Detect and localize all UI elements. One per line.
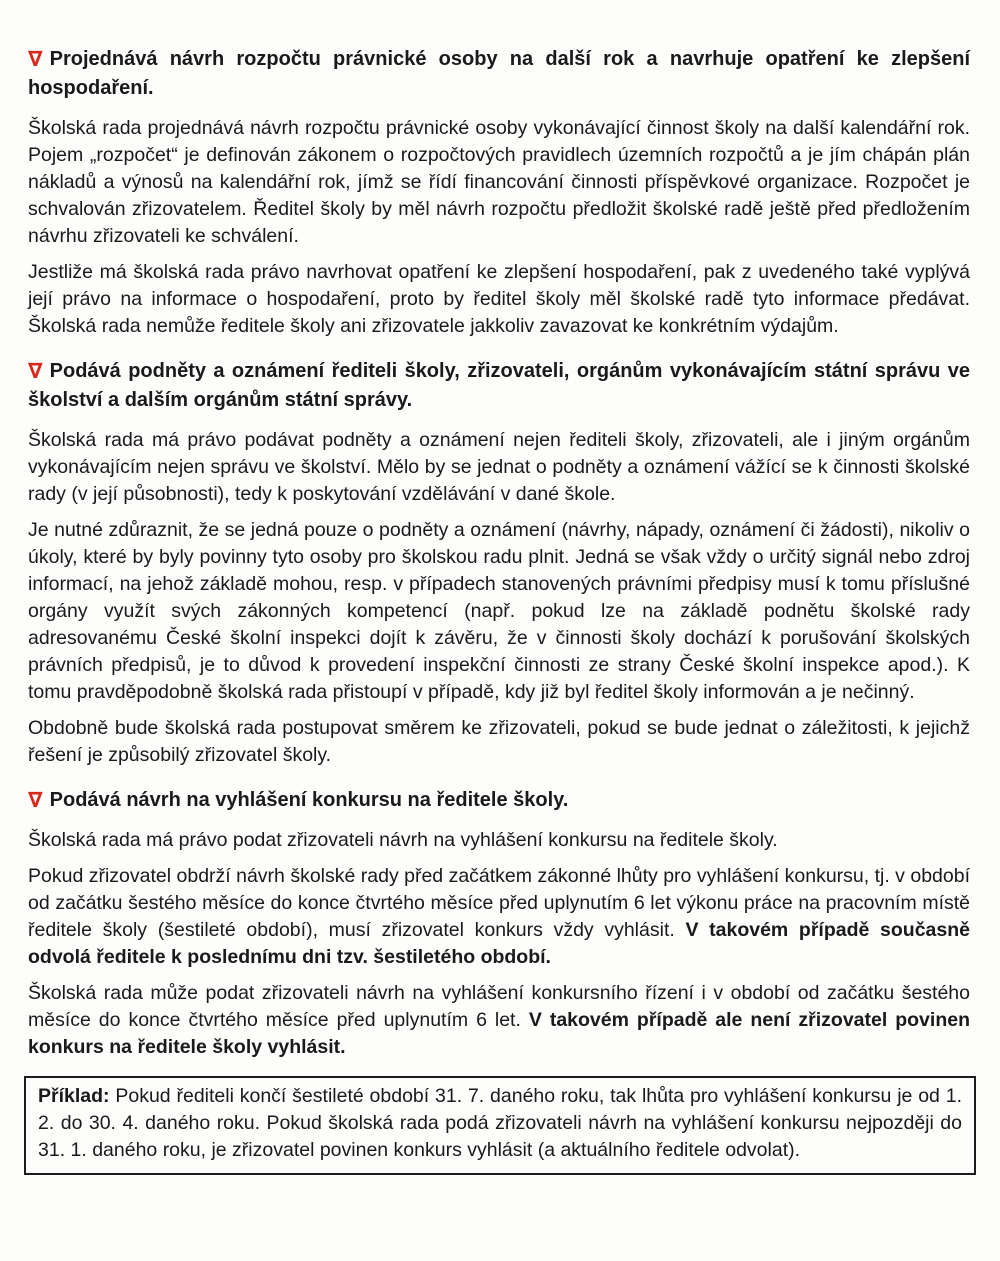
paragraph-text: Školská rada má právo podávat podněty a oznámení nejen řediteli školy, zřizovateli, ale i jiným orgánům vykonávajícím nejen správu ve školství. Mělo by se jednat o podněty a oznámení vážící se k činnosti školské rady (v její působnosti), tedy k poskytování vzdělávání v dané škole. xyxy=(28,429,970,505)
red-triangle-bullet-icon: ∇ xyxy=(28,789,43,812)
example-box xyxy=(24,1076,976,1175)
section-heading-budget xyxy=(28,44,970,103)
red-triangle-bullet-icon: ∇ xyxy=(28,48,43,71)
paragraph-budget-1 xyxy=(28,115,970,250)
paragraph-text: Je nutné zdůraznit, že se jedná pouze o podněty a oznámení (návrhy, nápady, oznámení či žádosti), nikoliv o úkoly, které by byly povinny tyto osoby pro školskou radu plnit. Jedná se však vždy o určitý signál nebo zdroj informací, na jehož základě mohou, resp. v případech stanovených právními předpisy musí k tomu příslušné orgány využít svých zákonných kompetencí (např. pokud lze na základě podnětu školské rady adresovanému České školní inspekci dojít k závěru, že v činnosti školy dochází k porušování školských právních předpisů, je to důvod k provedení inspekční činnosti ze strany České školní inspekce apod.). K tomu pravděpodobně školská rada přistoupí v případě, kdy již byl ředitel školy informován a je nečinný. xyxy=(28,519,970,703)
paragraph-budget-2 xyxy=(28,259,970,340)
red-triangle-bullet-icon: ∇ xyxy=(28,360,43,383)
paragraph-text: Školská rada má právo podat zřizovateli návrh na vyhlášení konkursu na ředitele školy. xyxy=(28,829,778,851)
paragraph-bold-text: V takovém případě ale není zřizovatel povinen konkurs na ředitele školy vyhlásit. xyxy=(28,1009,970,1058)
example-label: Příklad: xyxy=(38,1085,110,1107)
paragraph-text: Obdobně bude školská rada postupovat směrem ke zřizovateli, pokud se bude jednat o záležitosti, k jejichž řešení je způsobilý zřizovatel školy. xyxy=(28,717,970,766)
paragraph-podnety-1 xyxy=(28,427,970,508)
paragraph-text: Školská rada projednává návrh rozpočtu právnické osoby vykonávající činnost školy na další kalendářní rok. Pojem „rozpočet“ je definován zákonem o rozpočtových pravidlech územních rozpočtů a je jím chápán plán nákladů a výnosů na kalendářní rok, jímž se řídí financování činnosti příspěvkové organizace. Rozpočet je schvalován zřizovatelem. Ředitel školy by měl návrh rozpočtu předložit školské radě ještě před předložením návrhu zřizovateli ke schválení. xyxy=(28,117,970,247)
paragraph-podnety-3 xyxy=(28,715,970,769)
paragraph-konkurs-2 xyxy=(28,863,970,971)
example-paragraph xyxy=(38,1083,962,1164)
paragraph-bold-text: V takovém případě současně odvolá ředitele k poslednímu dni tzv. šestiletého období. xyxy=(28,919,970,968)
paragraph-text: Jestliže má školská rada právo navrhovat opatření ke zlepšení hospodaření, pak z uvedeného také vyplývá její právo na informace o hospodaření, proto by ředitel školy měl školské radě tyto informace předávat. Školská rada nemůže ředitele školy ani zřizovatele jakkoliv zavazovat ke konkrétním výdajům. xyxy=(28,261,970,337)
heading-text: Podává návrh na vyhlášení konkursu na ředitele školy. xyxy=(49,789,569,811)
heading-text: Projednává návrh rozpočtu právnické osoby na další rok a navrhuje opatření ke zlepšení hospodaření. xyxy=(28,48,970,99)
paragraph-konkurs-3 xyxy=(28,980,970,1061)
section-heading-konkurs xyxy=(28,785,970,815)
paragraph-text: Školská rada může podat zřizovateli návrh na vyhlášení konkursního řízení i v období od začátku šestého měsíce do konce čtvrtého měsíce před uplynutím 6 let. xyxy=(28,982,970,1031)
paragraph-konkurs-1 xyxy=(28,827,970,854)
section-heading-podnety xyxy=(28,356,970,415)
heading-text: Podává podněty a oznámení řediteli školy, zřizovateli, orgánům vykonávajícím státní správu ve školství a dalším orgánům státní správy. xyxy=(28,360,970,411)
paragraph-text: Pokud zřizovatel obdrží návrh školské rady před začátkem zákonné lhůty pro vyhlášení konkursu, tj. v období od začátku šestého měsíce do konce čtvrtého měsíce před uplynutím 6 let výkonu práce na pracovním místě ředitele školy (šestileté období), musí zřizovatel konkurs vždy vyhlásit. xyxy=(28,865,970,941)
example-text: Pokud řediteli končí šestileté období 31. 7. daného roku, tak lhůta pro vyhlášení konkursu je od 1. 2. do 30. 4. daného roku. Pokud školská rada podá zřizovateli návrh na vyhlášení konkursu nejpozději do 31. 1. daného roku, je zřizovatel povinen konkurs vyhlásit (a aktuálního ředitele odvolat). xyxy=(38,1085,962,1161)
paragraph-podnety-2 xyxy=(28,517,970,706)
